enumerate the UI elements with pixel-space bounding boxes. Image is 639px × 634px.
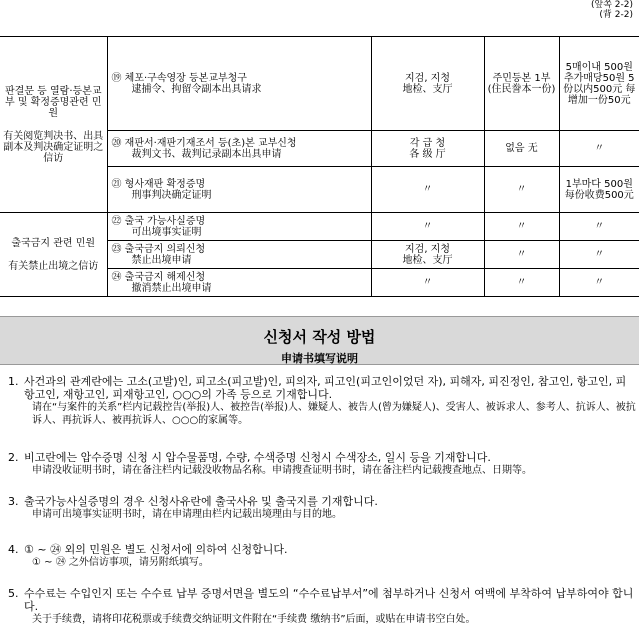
documents-cell: 없음 无 bbox=[484, 131, 559, 167]
fee-cell: 〃 bbox=[559, 131, 639, 167]
item-cell: ㉒ 출국 가능사실증명 可出境事实证明 bbox=[107, 213, 371, 241]
item-cell: ㉔ 출국금지 해제신청 撤消禁止出境申请 bbox=[107, 269, 371, 297]
fee-table bbox=[0, 36, 639, 297]
page-indicator bbox=[591, 0, 633, 20]
guide-header bbox=[0, 316, 639, 365]
category-cell: 출국금지 관련 민원 有关禁止出境之信访 bbox=[0, 213, 107, 297]
item-cell: ㉓ 출국금지 의뢰신청 禁止出境申请 bbox=[107, 241, 371, 269]
agency-cell: 지검, 지청 地检、支厅 bbox=[371, 37, 484, 131]
guide-subtitle: 申请书填写说明 bbox=[281, 352, 358, 365]
category-cell: 판결문 등 열람·등본교부 및 확정증명관련 민원 有关阅览判决书、出具副本及判决确定证明之信访 bbox=[0, 37, 107, 213]
page-indicator-zh: (背 2-2) bbox=[599, 10, 633, 20]
agency-cell: 각 급 청 各 级 厅 bbox=[371, 131, 484, 167]
agency-cell: 〃 bbox=[371, 167, 484, 213]
item-cell: ㉑ 형사재판 확정증명 刑事判决确定证明 bbox=[107, 167, 371, 213]
documents-cell: 〃 bbox=[484, 241, 559, 269]
list-item: 5. 수수료는 수입인지 또는 수수료 납부 증명서면을 별도의 “수수료납부서”에 첨부하거나 신청서 여백에 부착하여 납부하여야 합니다. 关于手续费，请将印花税票或手续费交纳证明文件附在“手续费 缴纳书”后面，或贴在申请书空白处。 bbox=[8, 587, 634, 625]
list-item: 4. ① ~ ㉔ 외의 민원은 별도 신청서에 의하여 신청합니다. ① ~ ㉔ 之外信访事项，请另附纸填写。 bbox=[8, 543, 288, 568]
fee-cell: 5매이내 500원 추가매당50원 5份以内500元 每增加一份50元 bbox=[559, 37, 639, 131]
fee-cell: 1부마다 500원 每份收费500元 bbox=[559, 167, 639, 213]
fee-cell: 〃 bbox=[559, 213, 639, 241]
agency-cell: 〃 bbox=[371, 213, 484, 241]
documents-cell: 〃 bbox=[484, 269, 559, 297]
fee-cell: 〃 bbox=[559, 269, 639, 297]
page-indicator-ko: (앞쪽 2-2) bbox=[591, 0, 633, 10]
documents-cell: 주민등본 1부(住民誊本一份) bbox=[484, 37, 559, 131]
agency-cell: 지검, 지청 地检、支厅 bbox=[371, 241, 484, 269]
table-row bbox=[0, 213, 639, 241]
item-cell: ⑲ 체포·구속영장 등본교부청구 逮捕令、拘留令副本出具请求 bbox=[107, 37, 371, 131]
item-cell: ⑳ 재판서·재판기재조서 등(초)본 교부신청 裁判文书、裁判记录副本出具申请 bbox=[107, 131, 371, 167]
documents-cell: 〃 bbox=[484, 167, 559, 213]
agency-cell: 〃 bbox=[371, 269, 484, 297]
documents-cell: 〃 bbox=[484, 213, 559, 241]
list-item: 3. 출국가능사실증명의 경우 신청사유란에 출국사유 및 출국지를 기재합니다. 申请可出境事实证明书时，请在申请理由栏内记载出境理由与目的地。 bbox=[8, 495, 378, 520]
table-row bbox=[0, 37, 639, 131]
list-item: 2. 비고란에는 압수증명 신청 시 압수물품명, 수량, 수색증명 신청시 수색장소, 일시 등을 기재합니다. 申请没收证明书时，请在备注栏内记载没收物品名称。申请搜查证明书时，请在备注栏内记载搜查地点、日期等。 bbox=[8, 451, 532, 476]
guide-title: 신청서 작성 방법 bbox=[263, 328, 376, 346]
list-item: 1. 사건과의 관계란에는 고소(고발)인, 피고소(피고발)인, 피의자, 피고인(피고인이었던 자), 피해자, 피진정인, 참고인, 항고인, 피항고인, 재항고인, 피재항고인, ○○○의 가족 등으로 기재합니다. 请在“与案件的关系”栏内记载控告(举报)人、被控告(举报)人、嫌疑人、被告人(曾为嫌疑人)、受害人、被诉求人、参考人、抗诉人、被抗诉人、再抗诉人、被再抗诉人、○○○的家属等。 bbox=[8, 375, 636, 426]
fee-cell: 〃 bbox=[559, 241, 639, 269]
